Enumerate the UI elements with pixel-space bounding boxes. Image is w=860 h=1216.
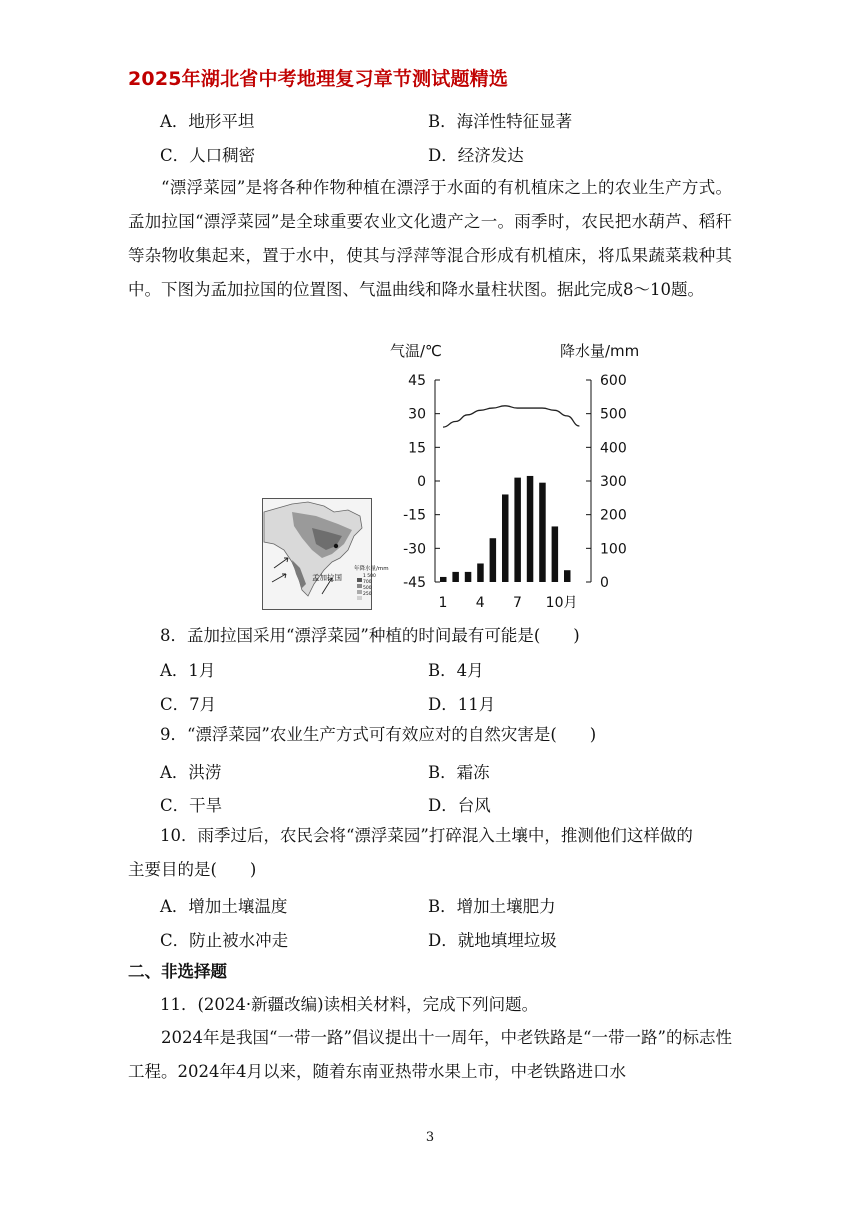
page-header-title: 2025年湖北省中考地理复习章节测试题精选 xyxy=(128,68,509,90)
left-tick-label: 0 xyxy=(417,474,426,490)
precipitation-bar xyxy=(564,570,571,582)
precipitation-bar xyxy=(502,494,509,582)
right-axis-label: 降水量/mm xyxy=(560,342,640,360)
q11-material: 2024年是我国“一带一路”倡议提出十一周年，中老铁路是“一带一路”的标志性工程。2024年4月以来，随着东南亚热带水果上市，中老铁路进口水 xyxy=(128,1028,732,1081)
q10-option-d: D．就地填埋垃圾 xyxy=(428,931,557,950)
q8-option-d: D．11月 xyxy=(428,695,496,714)
left-tick-label: -15 xyxy=(403,507,426,524)
left-tick-label: 15 xyxy=(408,440,426,457)
precipitation-bar xyxy=(527,476,534,582)
legend-value: 700 xyxy=(363,580,372,585)
q10-option-a: A．增加土壤温度 xyxy=(160,897,288,916)
q10-stem-line2: 主要目的是( ) xyxy=(128,860,257,879)
right-tick-label: 100 xyxy=(600,541,627,558)
temperature-curve xyxy=(443,406,579,427)
legend-value: 1 500 xyxy=(363,574,376,579)
q7-option-c: C．人口稠密 xyxy=(160,146,256,165)
right-tick-label: 400 xyxy=(600,440,627,457)
section2-title: 二、非选择题 xyxy=(128,962,227,981)
left-tick-label: -30 xyxy=(403,541,426,558)
map-legend-title: 年降水量/mm xyxy=(354,566,389,572)
precipitation-bar xyxy=(477,563,484,582)
q7-option-b: B．海洋性特征显著 xyxy=(428,112,573,131)
legend-swatch xyxy=(357,578,362,582)
q9-option-a: A．洪涝 xyxy=(160,763,222,782)
map-label-bangladesh: 孟加拉国 xyxy=(312,573,342,582)
q10-stem-line1: 10．雨季过后，农民会将“漂浮菜园”打碎混入土壤中，推测他们这样做的 xyxy=(160,826,693,845)
precipitation-bar xyxy=(440,577,447,582)
q9-stem: 9．“漂浮菜园”农业生产方式可有效应对的自然灾害是( ) xyxy=(160,725,597,744)
left-tick-label: 30 xyxy=(408,406,426,423)
legend-value: 250 xyxy=(363,592,372,597)
right-tick-label: 500 xyxy=(600,406,627,423)
right-tick-label: 200 xyxy=(600,507,627,524)
precipitation-bar xyxy=(490,538,497,582)
left-tick-label: 45 xyxy=(408,373,426,389)
x-tick-label: 4 xyxy=(475,595,485,611)
right-tick-label: 600 xyxy=(600,373,627,389)
location-map xyxy=(262,498,389,610)
x-tick-label: 7 xyxy=(512,595,522,611)
legend-value: 500 xyxy=(363,586,372,591)
left-axis-ticks xyxy=(403,373,440,591)
x-axis-ticks xyxy=(439,595,578,611)
q8-option-c: C．7月 xyxy=(160,695,217,714)
x-tick-label: 1 xyxy=(438,595,448,611)
q10-option-b: B．增加土壤肥力 xyxy=(428,897,556,916)
bangladesh-marker xyxy=(334,544,338,548)
legend-swatch xyxy=(357,584,362,588)
precipitation-bars xyxy=(440,476,571,582)
precipitation-bar xyxy=(514,478,521,582)
precipitation-bar xyxy=(539,483,546,582)
legend-swatch xyxy=(357,596,362,600)
x-tick-label: 10月 xyxy=(545,595,578,611)
q7-option-a: A．地形平坦 xyxy=(160,112,255,131)
q11-stem: 11．(2024·新疆改编)读相关材料，完成下列问题。 xyxy=(160,995,539,1014)
q7-option-d: D．经济发达 xyxy=(428,146,524,165)
right-axis-ticks xyxy=(586,373,627,591)
left-axis-label: 气温/℃ xyxy=(390,342,442,360)
legend-swatch xyxy=(357,590,362,594)
precipitation-bar xyxy=(452,572,459,582)
q9-option-d: D．台风 xyxy=(428,796,491,815)
q8-option-b: B．4月 xyxy=(428,661,484,680)
precipitation-bar xyxy=(465,572,472,582)
page-number: 3 xyxy=(425,1130,435,1145)
material-paragraph: “漂浮菜园”是将各种作物种植在漂浮于水面的有机植床之上的农业生产方式。孟加拉国“漂浮菜园”是全球重要农业文化遗产之一。雨季时，农民把水葫芦、稻秆等杂物收集起来，置于水中，使其与浮萍等混合形成有机植床，将瓜果蔬菜栽种其中。下图为孟加拉国的位置图、气温曲线和降水量柱状图。据此完成8～10题。 xyxy=(128,178,732,299)
climate-chart xyxy=(380,336,650,620)
right-tick-label: 0 xyxy=(600,575,609,591)
right-tick-label: 300 xyxy=(600,474,627,490)
q8-stem: 8．孟加拉国采用“漂浮菜园”种植的时间最有可能是( ) xyxy=(160,626,580,645)
precipitation-bar xyxy=(552,526,559,582)
q9-option-c: C．干旱 xyxy=(160,796,223,815)
q10-option-c: C．防止被水冲走 xyxy=(160,931,289,950)
left-tick-label: -45 xyxy=(403,575,426,591)
q9-option-b: B．霜冻 xyxy=(428,763,490,782)
q8-option-a: A．1月 xyxy=(160,661,216,680)
